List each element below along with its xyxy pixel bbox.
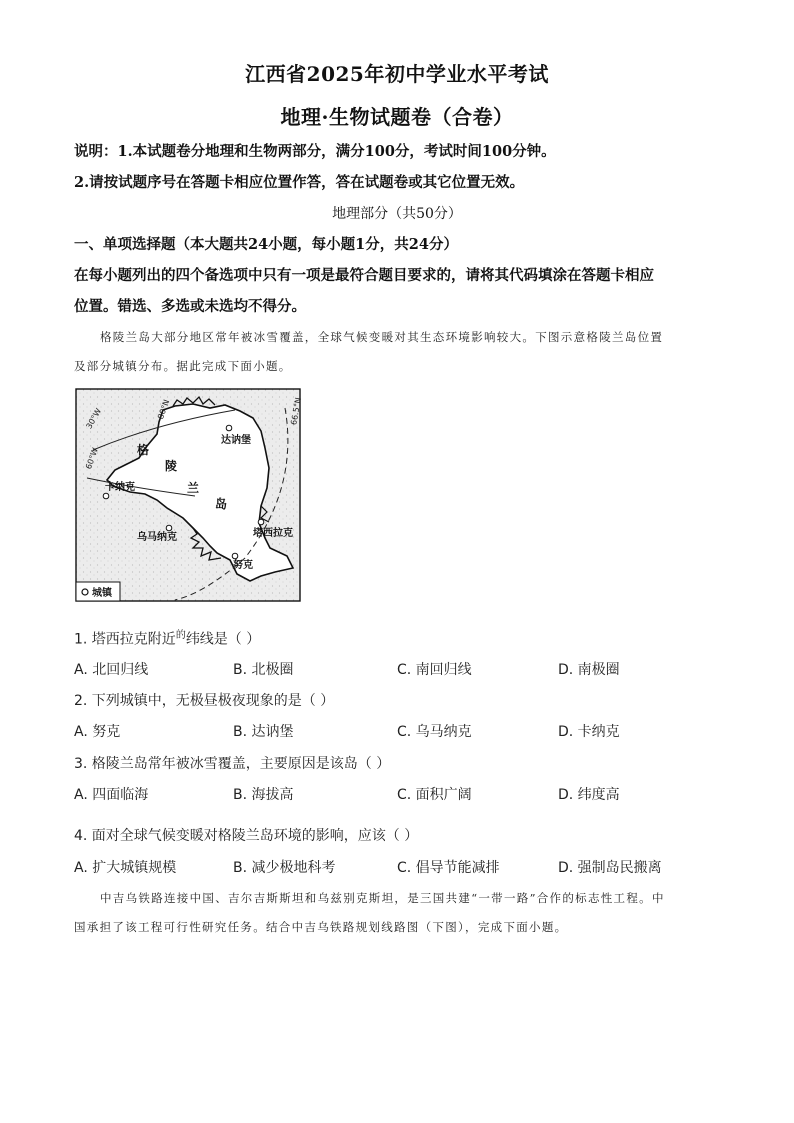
q2-option-a[interactable]: A. 努克	[74, 724, 121, 740]
lat-66-5n-label: 66.5°N	[289, 396, 303, 426]
q4-option-d[interactable]: D. 强制岛民搬离	[558, 860, 662, 876]
q1-option-c[interactable]: C. 南回归线	[397, 662, 472, 678]
q4-option-b[interactable]: B. 减少极地科考	[233, 860, 336, 876]
instruction-line-2: 2.请按试题序号在答题卡相应位置作答，答在试题卷或其它位置无效。	[74, 174, 525, 191]
town-label-uummannaq: 乌马纳克	[137, 532, 177, 543]
question-1-stem-sup: 的	[175, 630, 186, 641]
lat-80n-label: 80°N	[156, 398, 172, 421]
q3-option-c[interactable]: C. 面积广阔	[397, 787, 472, 803]
q3-option-b[interactable]: B. 海拔高	[233, 787, 294, 803]
town-marker-kanak	[103, 493, 109, 499]
section-heading: 地理部分（共50分）	[332, 206, 462, 222]
exam-subtitle: 地理·生物试题卷（合卷）	[280, 105, 514, 129]
exam-title: 江西省2025年初中学业水平考试	[245, 62, 549, 86]
passage-2-line-1: 中吉乌铁路连接中国、吉尔吉斯斯坦和乌兹别克斯坦，是三国共建“一带一路”合作的标志性工程。中	[100, 891, 665, 905]
lon-30w-label: 30°W	[84, 406, 104, 431]
legend-town-icon	[82, 589, 88, 595]
island-char-3: 兰	[187, 481, 200, 495]
q4-option-a[interactable]: A. 扩大城镇规模	[74, 860, 177, 876]
q1-option-d[interactable]: D. 南极圈	[558, 662, 620, 678]
question-2-stem: 2. 下列城镇中，无极昼极夜现象的是（ ）	[74, 693, 335, 709]
question-3-stem: 3. 格陵兰岛常年被冰雪覆盖，主要原因是该岛（ ）	[74, 756, 391, 772]
question-1-stem-text: 1. 塔西拉克附近	[74, 631, 176, 648]
island-char-4: 岛	[215, 497, 228, 511]
legend-label: 城镇	[92, 588, 112, 599]
directions-line-2: 位置。错选、多选或未选均不得分。	[74, 298, 306, 315]
q4-option-c[interactable]: C. 倡导节能减排	[397, 860, 500, 876]
lon-60w-label: 60°W	[84, 446, 101, 471]
town-label-danaborg: 达讷堡	[221, 435, 251, 446]
town-marker-uummannaq	[166, 525, 172, 531]
town-label-kanak: 卡纳克	[105, 482, 135, 493]
town-label-tasiilaq: 塔西拉克	[253, 528, 293, 539]
town-marker-tasiilaq	[258, 519, 264, 525]
q1-option-b[interactable]: B. 北极圈	[233, 662, 294, 678]
town-marker-nuuk	[232, 553, 238, 559]
passage-1-line-1: 格陵兰岛大部分地区常年被冰雪覆盖，全球气候变暖对其生态环境影响较大。下图示意格陵兰岛位置	[100, 330, 664, 344]
q3-option-a[interactable]: A. 四面临海	[74, 787, 149, 803]
passage-1-line-2: 及部分城镇分布。据此完成下面小题。	[74, 359, 292, 373]
q2-option-d[interactable]: D. 卡纳克	[558, 724, 620, 740]
q1-option-a[interactable]: A. 北回归线	[74, 662, 149, 678]
island-char-1: 格	[137, 443, 150, 457]
q2-option-b[interactable]: B. 达讷堡	[233, 724, 294, 740]
question-1-stem-tail: 纬线是（ ）	[185, 631, 261, 648]
town-marker-danaborg	[226, 425, 232, 431]
q2-option-c[interactable]: C. 乌马纳克	[397, 724, 472, 740]
island-char-2: 陵	[165, 459, 178, 473]
question-1-stem	[74, 626, 260, 649]
passage-2-line-2: 国承担了该工程可行性研究任务。结合中吉乌铁路规划线路图（下图），完成下面小题。	[74, 920, 568, 934]
directions-line-1: 在每小题列出的四个备选项中只有一项是最符合题目要求的，请将其代码填涂在答题卡相应	[74, 267, 654, 284]
town-label-nuuk: 努克	[233, 560, 253, 571]
question-4-stem: 4. 面对全球气候变暖对格陵兰岛环境的影响，应该（ ）	[74, 828, 419, 844]
greenland-map	[75, 388, 301, 602]
part-heading: 一、单项选择题（本大题共24小题，每小题1分，共24分）	[74, 236, 458, 253]
q3-option-d[interactable]: D. 纬度高	[558, 787, 620, 803]
greenland-map-svg	[75, 388, 301, 602]
instruction-line-1: 说明：1.本试题卷分地理和生物两部分，满分100分，考试时间100分钟。	[74, 143, 556, 160]
